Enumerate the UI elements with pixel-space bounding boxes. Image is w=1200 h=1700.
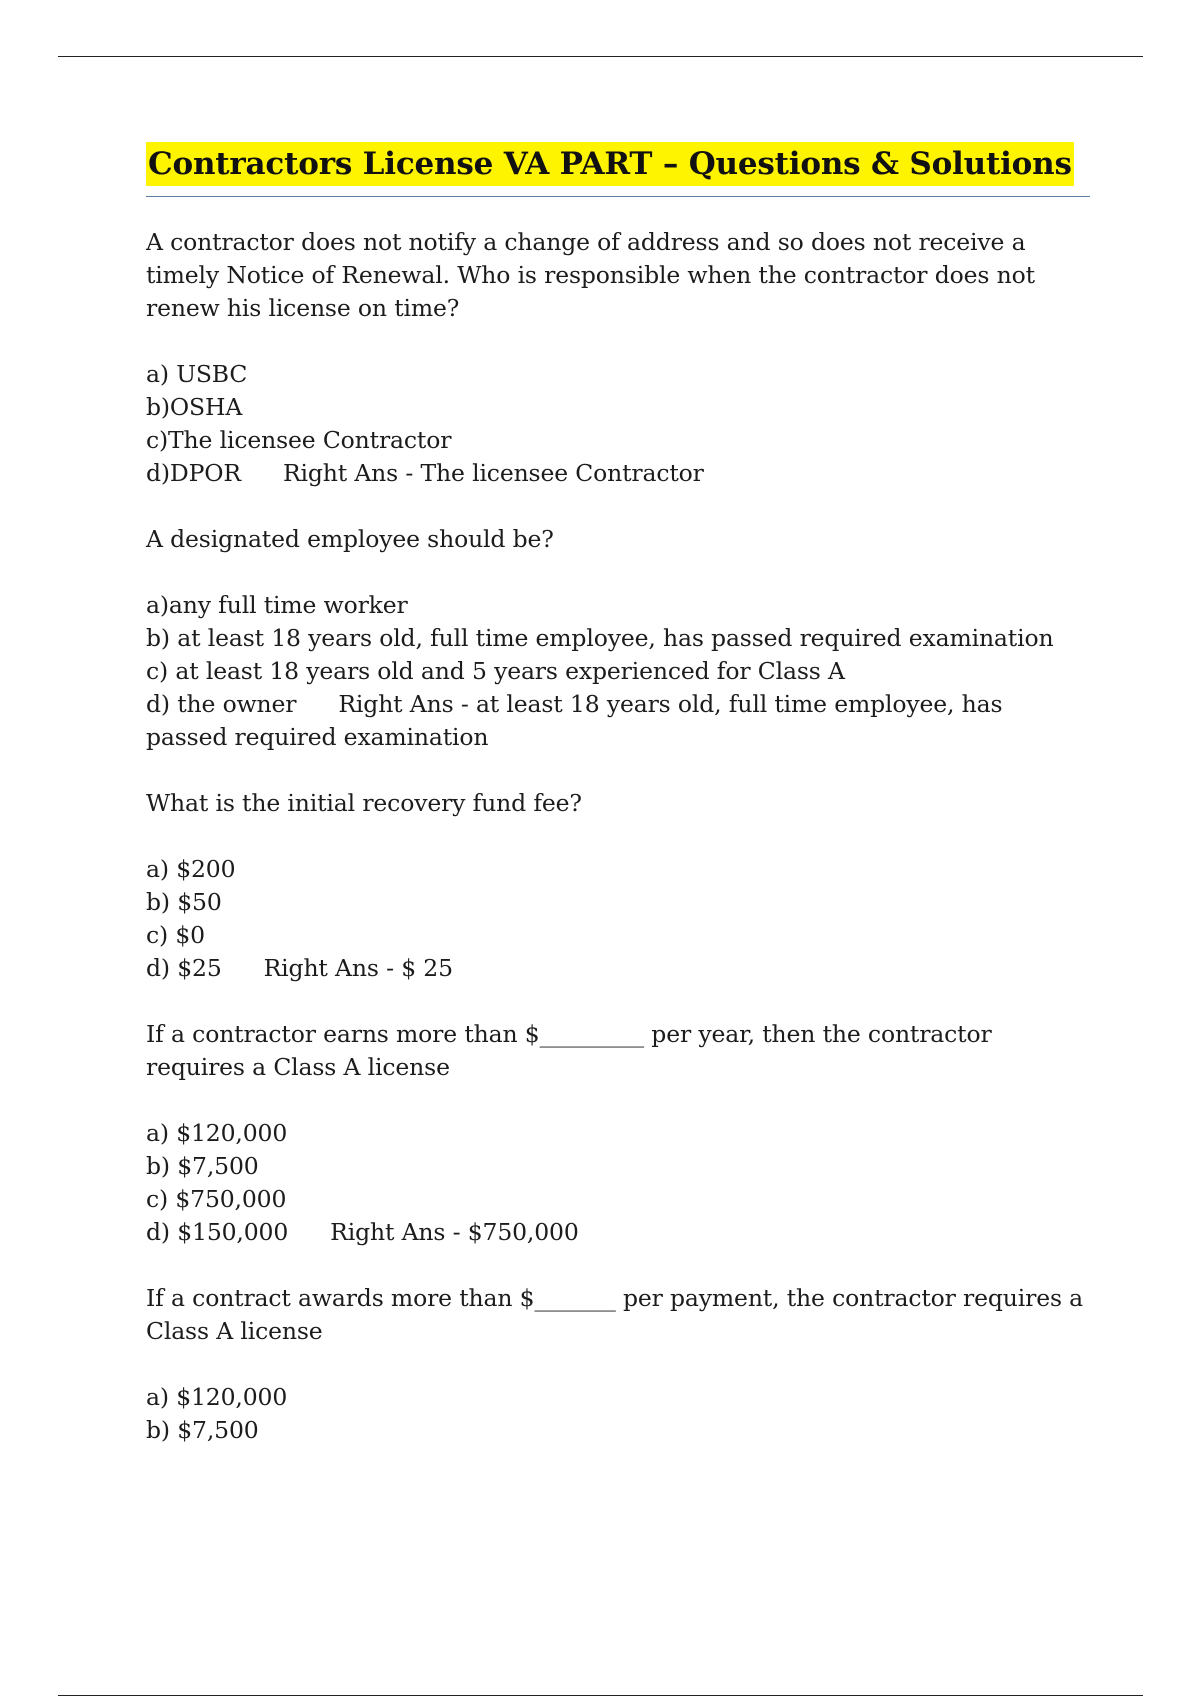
- question-block: [146, 1018, 1090, 1249]
- option-d-with-answer: [146, 1216, 1090, 1249]
- option-d: d)DPOR: [146, 459, 241, 487]
- options-list: [146, 1117, 1090, 1249]
- right-answer: Right Ans - at least 18 years old, full time employee, has passed required examination: [146, 690, 1010, 751]
- options-list: [146, 853, 1090, 985]
- document-title: Contractors License VA PART – Questions & Solutions: [146, 142, 1074, 186]
- question-text: What is the initial recovery fund fee?: [146, 789, 582, 817]
- title-area: [146, 142, 1090, 197]
- option-d-with-answer: [146, 457, 1090, 490]
- option-a: a) $200: [146, 855, 236, 883]
- option-a: a) USBC: [146, 360, 248, 388]
- header-rule: [58, 56, 1143, 57]
- document-body: [146, 142, 1090, 1480]
- question-text: If a contractor earns more than $_________ per year, then the contractor requires a Class A license: [146, 1020, 992, 1081]
- option-b: b) at least 18 years old, full time employee, has passed required examination: [146, 624, 1054, 652]
- option-d: d) $150,000: [146, 1218, 289, 1246]
- right-answer: Right Ans - $750,000: [330, 1218, 579, 1246]
- option-a: a) $120,000: [146, 1119, 288, 1147]
- option-c: c) at least 18 years old and 5 years experienced for Class A: [146, 657, 845, 685]
- footer-rule: [58, 1695, 1143, 1696]
- right-answer: Right Ans - The licensee Contractor: [282, 459, 704, 487]
- option-a: a)any full time worker: [146, 591, 408, 619]
- question-block: [146, 523, 1090, 754]
- option-d-with-answer: [146, 688, 1090, 754]
- option-b: b) $7,500: [146, 1152, 259, 1180]
- option-b: b) $50: [146, 888, 222, 916]
- question-block: [146, 226, 1090, 490]
- option-d-with-answer: [146, 952, 1090, 985]
- options-list: [146, 589, 1090, 754]
- option-b: b)OSHA: [146, 393, 243, 421]
- options-list: [146, 358, 1090, 490]
- option-c: c) $0: [146, 921, 205, 949]
- question-text: If a contract awards more than $_______ per payment, the contractor requires a Class A license: [146, 1284, 1084, 1345]
- question-text: A designated employee should be?: [146, 525, 554, 553]
- question-block: [146, 1282, 1090, 1447]
- option-d: d) the owner: [146, 690, 297, 718]
- question-text: A contractor does not notify a change of address and so does not receive a timely Notice of Renewal. Who is responsible when the contractor does not renew his license on time?: [146, 228, 1035, 322]
- question-block: [146, 787, 1090, 985]
- option-d: d) $25: [146, 954, 222, 982]
- options-list: [146, 1381, 1090, 1447]
- option-c: c) $750,000: [146, 1185, 287, 1213]
- option-a: a) $120,000: [146, 1383, 288, 1411]
- right-answer: Right Ans - $ 25: [263, 954, 453, 982]
- option-b: b) $7,500: [146, 1416, 259, 1444]
- option-c: c)The licensee Contractor: [146, 426, 452, 454]
